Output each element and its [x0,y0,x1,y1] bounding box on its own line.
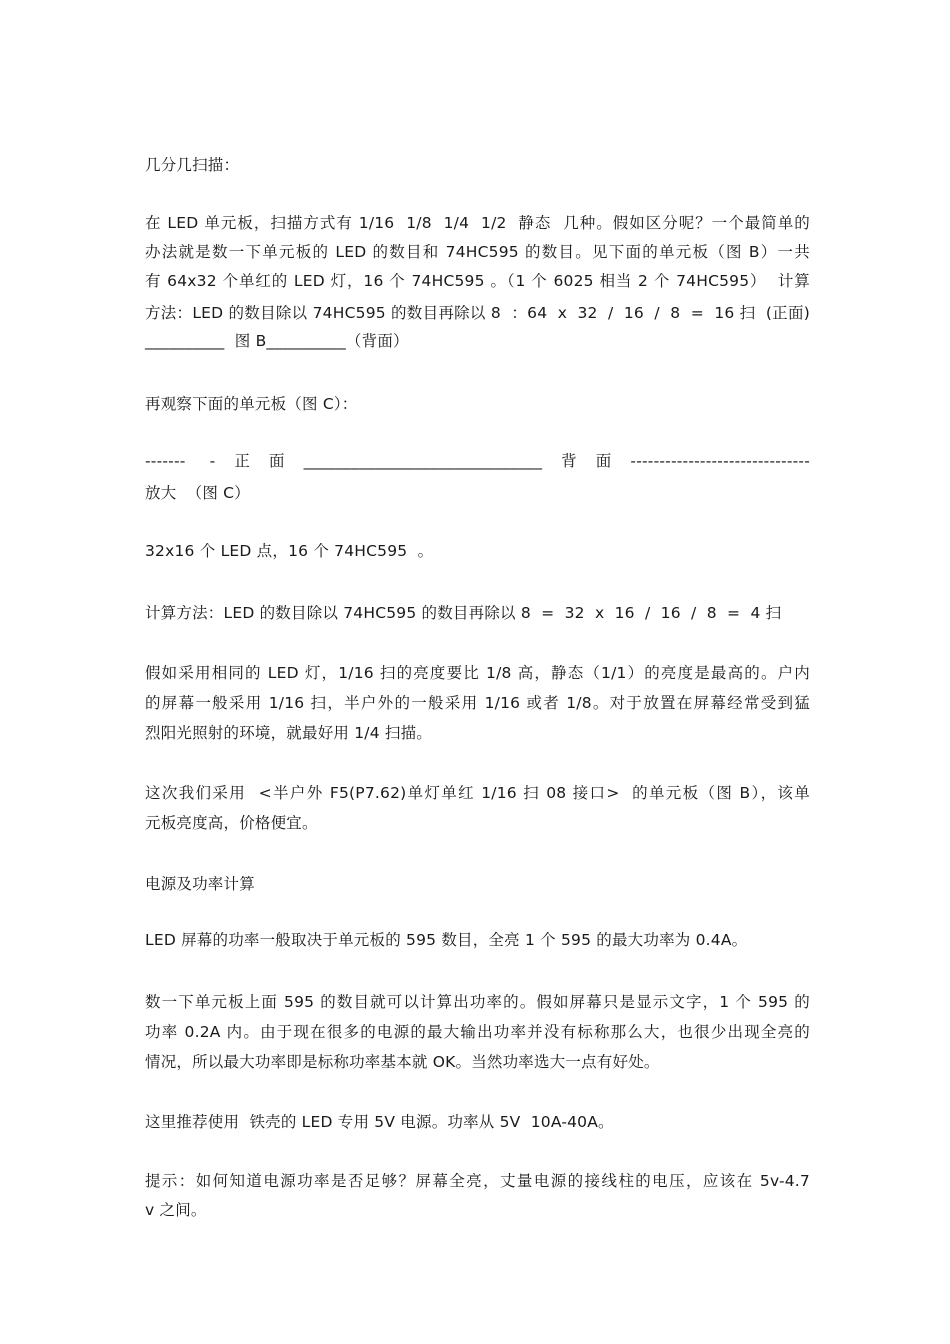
figure-caption-c: 放大 （图 C） [145,484,250,502]
paragraph-line: 有 64x32 个单红的 LED 灯，16 个 74HC595 。（1 个 6025 相当 2 个 74HC595） 计算 [145,272,810,290]
paragraph-line: 这里推荐使用 铁壳的 LED 专用 5V 电源。功率从 5V 10A-40A。 [145,1113,614,1131]
section-heading-power: 电源及功率计算 [145,875,255,893]
paragraph-line: 数一下单元板上面 595 的数目就可以计算出功率的。假如屏幕只是显示文字，1 个 595 的 [145,993,810,1011]
paragraph-line: 32x16 个 LED 点，16 个 74HC595 。 [145,542,434,560]
paragraph-line: 这次我们采用 <半户外 F5(P7.62)单灯单红 1/16 扫 08 接口> 的单元板（图 B），该单 [145,784,810,802]
paragraph-line: 再观察下面的单元板（图 C）： [145,395,358,413]
figure-divider-c: ------- -正面______________________________背面------------------------------- [145,452,810,470]
paragraph-line: 提示：如何知道电源功率是否足够？屏幕全亮，丈量电源的接线柱的电压，应该在 5v-4.7 [145,1172,810,1190]
figure-caption-b: __________ 图 B__________（背面） [145,332,409,350]
paragraph-line: 情况，所以最大功率即是标称功率基本就 OK。当然功率选大一点有好处。 [145,1053,660,1071]
paragraph-line: 的屏幕一般采用 1/16 扫，半户外的一般采用 1/16 或者 1/8。对于放置在屏幕经常受到猛 [145,694,810,712]
paragraph-line: 元板亮度高，价格便宜。 [145,814,318,832]
paragraph-line: 功率 0.2A 内。由于现在很多的电源的最大输出功率并没有标称那么大，也很少出现全亮的 [145,1023,810,1041]
paragraph-line: 在 LED 单元板，扫描方式有 1/16 1/8 1/4 1/2 静态 几种。假如区分呢？一个最简单的 [145,214,810,232]
paragraph-line: 方法：LED 的数目除以 74HC595 的数目再除以 8 ：64 x 32 / 16 / 8 = 16 扫 (正面) [145,304,810,322]
paragraph-line: 烈阳光照射的环境，就最好用 1/4 扫描。 [145,724,433,742]
section-heading-scan: 几分几扫描： [145,156,240,174]
paragraph-line: 办法就是数一下单元板的 LED 的数目和 74HC595 的数目。见下面的单元板（图 B）一共 [145,243,810,261]
paragraph-line: 计算方法：LED 的数目除以 74HC595 的数目再除以 8 = 32 x 16 / 16 / 8 = 4 扫 [145,604,782,622]
paragraph-line: 假如采用相同的 LED 灯，1/16 扫的亮度要比 1/8 高，静态（1/1）的亮度是最高的。户内 [145,664,810,682]
paragraph-line: LED 屏幕的功率一般取决于单元板的 595 数目，全亮 1 个 595 的最大功率为 0.4A。 [145,931,748,949]
paragraph-line: v 之间。 [145,1201,207,1219]
